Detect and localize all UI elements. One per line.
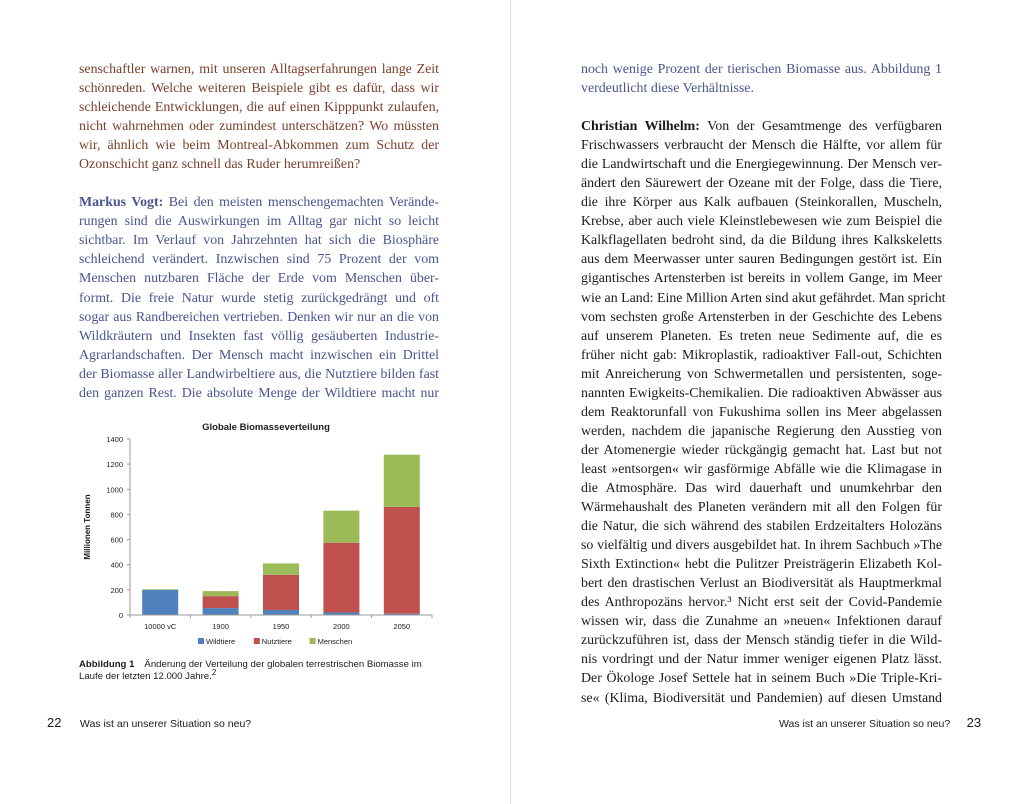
right-footer <box>779 714 981 732</box>
text-line: sogar aus Randbereichen vertrieben. Denken wir nur an die von <box>79 309 439 325</box>
wilhelm-answer-paragraph <box>581 117 946 707</box>
text-line: Menschen nutzbaren Fläche der Erde vom Menschen über- <box>79 271 439 287</box>
text-line: bert den drastischen Verlust an Biodiversität als Hauptmerkmal <box>581 576 942 592</box>
text-line: nannten Ewigkeits-Chemikalien. Die radioaktiven Abwässer aus <box>581 385 942 401</box>
y-tick-label: 400 <box>110 560 123 570</box>
legend-label: Nutztiere <box>261 637 292 646</box>
text-line: formt. Die freie Natur wurde stetig zurückgedrängt und oft <box>79 290 439 306</box>
text-line: mit Anreicherung von Schwermetallen und persistenten, soge- <box>581 366 942 382</box>
chart-title: Globale Biomasseverteilung <box>202 422 330 433</box>
text-line: Von der Gesamtmenge des verfügbaren <box>699 119 942 135</box>
text-line: des Anthropozäns hervor.³ Nicht erst seit der Covid-Pandemie <box>581 595 942 611</box>
text-line: so vielfältig und divers ausgebildet hat. In ihrem Sachbuch »The <box>581 538 942 554</box>
text-line: werden, nachdem die japanische Regierung den Ausstieg von <box>581 423 942 439</box>
text-line: Der Ökologe Josef Settele hat in seinem Buch »Die Triple-Kri- <box>581 671 942 687</box>
text-line: Krebse, aber auch viele Kleinstlebewesen wie zum Beispiel die <box>581 214 942 230</box>
x-tick-label: 2000 <box>333 622 350 631</box>
bar-menschen <box>263 563 299 574</box>
biomass-chart <box>78 412 444 652</box>
text-line: die Atmosphäre. Das wird dauerhaft und unumkehrbar den <box>581 480 942 496</box>
caption-label: Abbildung 1 <box>79 659 135 670</box>
text-line: den ganzen Rest. Die absolute Menge der Wildtiere macht nur <box>79 385 439 401</box>
bar-wildtiere <box>263 610 299 615</box>
right-page <box>510 0 1020 804</box>
text-line: zurückzuführen ist, dass der Mensch ständig tiefer in die Wild- <box>581 633 942 649</box>
chart-y-axis <box>106 435 130 620</box>
x-tick-label: 1950 <box>272 622 290 631</box>
vogt-answer-paragraph <box>79 193 439 403</box>
text-line: sichtbar. Im Verlauf von Jahrzehnten hat sich die Biosphäre <box>79 233 439 249</box>
bar-nutztiere <box>203 596 239 608</box>
y-tick-label: 1000 <box>106 485 123 495</box>
text-line: Wildkräutern und Insekten fast völlig gesäuberten Industrie- <box>79 328 439 344</box>
text-line: gigantisches Artensterben ist bereits in vollem Gange, im Meer <box>581 271 942 287</box>
legend-swatch <box>254 638 260 644</box>
chart-y-axis-label: Millionen Tonnen <box>83 494 92 560</box>
legend-label: Menschen <box>317 637 353 646</box>
text-line: Wärmehaushalt des Planeten verändern mit all den Folgen für <box>581 500 942 516</box>
text-line: wissen wir, dass die Zunahme an »neuen« Infektionen darauf <box>581 614 942 630</box>
chart-x-axis <box>130 615 432 631</box>
caption-footnote-ref: 2 <box>211 668 217 678</box>
text-line: nis vordringt und der Natur immer weniger eigenen Platz lässt. <box>581 652 942 668</box>
bar-nutztiere <box>323 543 359 613</box>
bar-nutztiere <box>263 575 299 610</box>
x-tick-label: 1900 <box>212 622 229 631</box>
text-line: früher nicht gab: Mikroplastik, radioaktiver Fall-out, Schichten <box>581 347 942 363</box>
text-line: ändert den Säurewert der Ozeane mit der Folge, dass die Tiere, <box>581 176 942 192</box>
bar-menschen <box>323 511 359 543</box>
speaker-name: Markus Vogt: <box>79 195 164 211</box>
text-line: nicht wahrnehmen oder zumindest unterschätzen? Wo müssten <box>79 119 439 135</box>
chart-bars <box>142 455 420 615</box>
text-line: Agrarlandschaften. Der Mensch macht inzwischen ein Drittel <box>79 347 439 363</box>
y-tick-label: 800 <box>110 510 123 520</box>
text-line: schleichende Entwicklungen, die auf einen Kipppunkt zulaufen, <box>79 100 439 116</box>
text-line: der Biomasse aller Landwirbeltiere aus, die Nutztiere bilden fast <box>79 366 439 382</box>
text-line: Ozonschicht ganz schnell das Ruder herumreißen? <box>79 157 361 173</box>
y-tick-label: 200 <box>110 585 123 595</box>
text-line: Bei den meisten menschengemachten Verände- <box>163 195 439 211</box>
y-tick-label: 0 <box>118 611 123 620</box>
vogt-answer-continuation <box>581 60 942 98</box>
y-tick-label: 600 <box>110 535 123 545</box>
left-footer <box>47 714 251 732</box>
legend-swatch <box>310 638 316 644</box>
text-line: wie an Land: Eine Million Arten sind akut gefährdet. Man spricht <box>581 290 946 306</box>
text-line: verdeutlicht diese Verhältnisse. <box>581 81 754 97</box>
text-line: schönreden. Welche weiteren Beispiele gibt es dafür, dass wir <box>79 81 439 97</box>
y-tick-label: 1200 <box>106 460 123 470</box>
legend-swatch <box>198 638 204 644</box>
figure-caption <box>79 659 444 683</box>
text-line: noch wenige Prozent der tierischen Biomasse aus. Abbildung 1 <box>581 62 942 77</box>
text-line: die Natur, die sich während des stabilen Erdzeitalters Holozäns <box>581 519 942 535</box>
y-tick-label: 1400 <box>106 435 123 444</box>
legend-label: Wildtiere <box>206 637 236 646</box>
page-number: 23 <box>966 715 982 730</box>
bar-menschen <box>142 589 178 590</box>
text-line: schleichend verändert. Inzwischen sind 75 Prozent der vom <box>79 252 439 268</box>
bar-wildtiere <box>203 608 239 615</box>
bar-menschen <box>203 591 239 596</box>
text-line: vom sechsten große Artensterben in der Geschichte des Lebens <box>581 309 942 325</box>
text-line: der Atomenergie wieder rückgängig gemacht hat. Last but not <box>581 442 942 458</box>
x-tick-label: 10000 vC <box>144 622 177 631</box>
running-head: Was ist an unserer Situation so neu? <box>779 718 951 730</box>
bar-nutztiere <box>384 507 420 614</box>
text-line: aus dem Meerwasser unter sauren Bedingungen gestört ist. Ein <box>581 252 942 268</box>
bar-wildtiere <box>142 590 178 615</box>
caption-text: Änderung der Verteilung der globalen terrestrischen Biomasse im Laufe der letzten 12.000 Jahre. <box>79 659 422 683</box>
text-line: se« (Klima, Biodiversität und Pandemien) auf diesen Umstand <box>581 690 942 706</box>
page-number: 22 <box>47 715 62 730</box>
text-line: die Landwirtschaft und die Energiegewinnung. Der Mensch ver- <box>581 157 942 173</box>
text-line: dem Reaktorunfall von Fukushima sollen ins Meer abgelassen <box>581 404 942 420</box>
text-line: least »entsorgen« wir gasförmige Abfälle wie die Klimagase in <box>581 461 942 477</box>
text-line: rungen sind die Auswirkungen im Alltag gar nicht so leicht <box>79 214 439 230</box>
text-line: wir, ähnlich wie beim Montreal-Abkommen zum Schutz der <box>79 138 439 154</box>
text-line: senschaftler warnen, mit unseren Alltagserfahrungen lange Zeit <box>79 62 439 77</box>
left-body-text <box>79 60 439 403</box>
x-tick-label: 2050 <box>393 622 411 631</box>
text-line: Frischwassers verbraucht der Mensch die Hälfte, vor allem für <box>581 138 942 154</box>
speaker-name: Christian Wilhelm: <box>581 119 700 135</box>
text-line: Kalkflagellaten bedroht sind, da die Bildung ihres Kalkskeletts <box>581 233 942 249</box>
text-line: auf unserem Planeten. Es treten neue Sedimente auf, die es <box>581 328 942 344</box>
running-head: Was ist an unserer Situation so neu? <box>79 718 252 730</box>
chart-legend <box>198 637 352 646</box>
text-line: Sixth Extinction« hebt die Pulitzer Preisträgerin Elizabeth Kol- <box>581 557 942 573</box>
question-paragraph <box>79 60 439 174</box>
bar-menschen <box>384 455 420 507</box>
text-line: die ihre Körper aus Kalk aufbauen (Steinkorallen, Muscheln, <box>581 195 942 211</box>
right-body-text <box>581 60 946 708</box>
